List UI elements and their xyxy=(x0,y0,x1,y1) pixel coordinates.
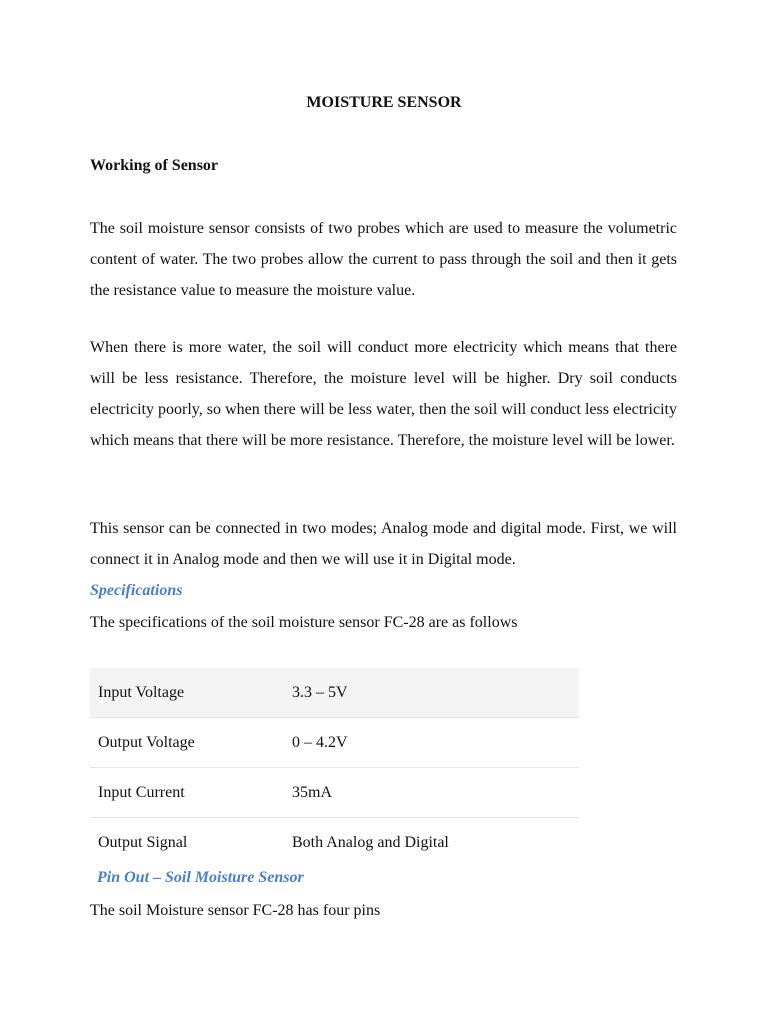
table-row xyxy=(90,768,579,818)
paragraph-probes: The soil moisture sensor consists of two probes which are used to measure the volumetric content of water. The two probes allow the current to pass through the soil and then it gets the resistance value to measure the moisture value. xyxy=(90,220,677,299)
table-row xyxy=(90,718,579,768)
pin-out-intro: The soil Moisture sensor FC-28 has four pins xyxy=(90,902,381,919)
spec-label: Output Voltage xyxy=(90,718,284,768)
paragraph-conductivity: When there is more water, the soil will conduct more electricity which means that there will be less resistance. Therefore, the moisture level will be higher. Dry soil conducts electricity poorly, so when there will be less water, then the soil will conduct less electricity which means that there will be more resistance. Therefore, the moisture level will be lower. xyxy=(90,339,677,449)
pin-out-heading: Pin Out – Soil Moisture Sensor xyxy=(97,869,304,886)
specifications-heading: Specifications xyxy=(90,582,183,599)
section-heading-working: Working of Sensor xyxy=(90,157,219,174)
spec-label: Output Signal xyxy=(98,833,188,851)
table-row xyxy=(90,818,579,868)
specifications-intro: The specifications of the soil moisture sensor FC-28 are as follows xyxy=(90,614,518,631)
spec-value: Both Analog and Digital xyxy=(292,833,449,851)
spec-value: 0 – 4.2V xyxy=(284,718,579,768)
spec-value: 35mA xyxy=(284,768,579,818)
spec-label: Input Voltage xyxy=(90,668,284,718)
paragraph-modes: This sensor can be connected in two modes; Analog mode and digital mode. First, we will connect it in Analog mode and then we will use it in Digital mode. xyxy=(90,520,677,568)
document-title: MOISTURE SENSOR xyxy=(306,94,462,111)
spec-label: Input Current xyxy=(90,768,284,818)
specifications-table xyxy=(90,668,579,867)
table-row xyxy=(90,668,579,718)
spec-value: 3.3 – 5V xyxy=(284,668,579,718)
